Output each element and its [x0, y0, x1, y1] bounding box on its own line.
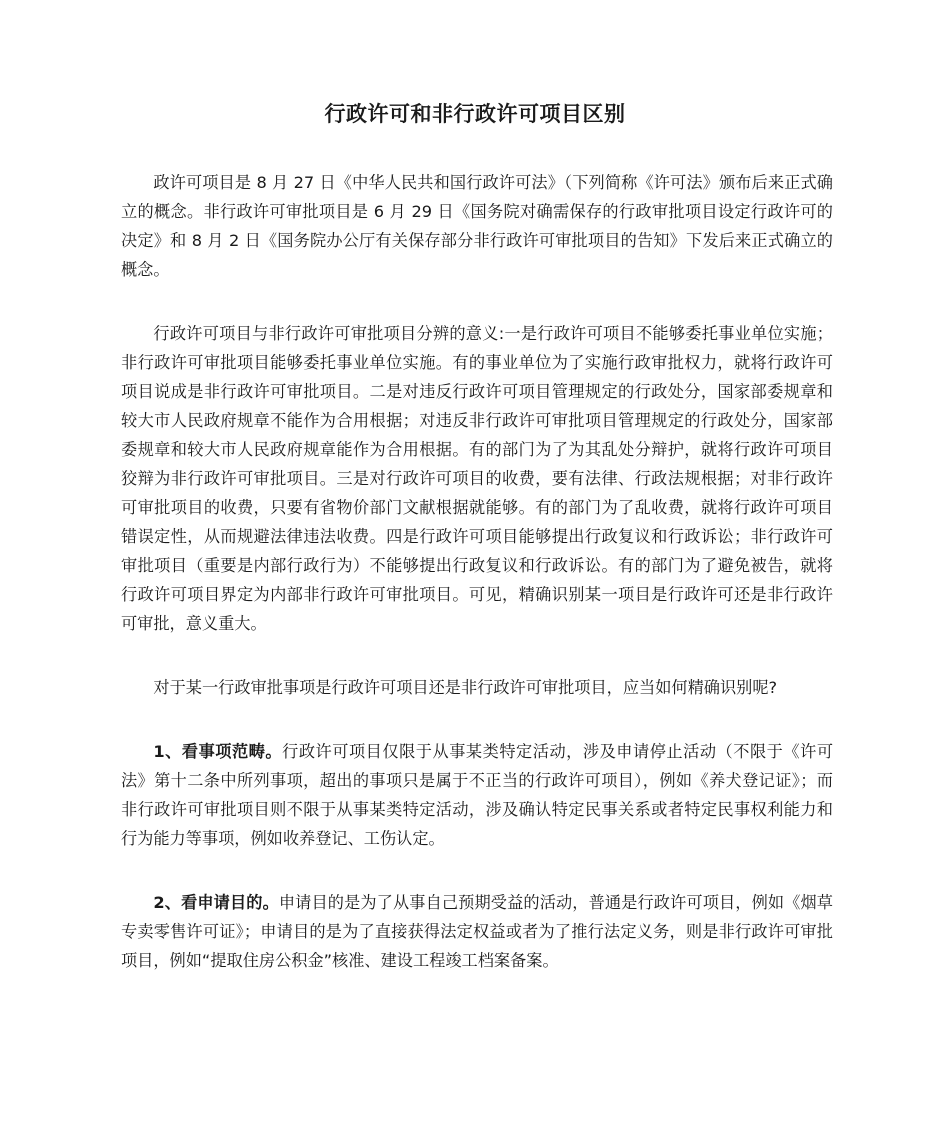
document-title: 行政许可和非行政许可项目区别	[324, 102, 626, 126]
paragraph-1-text: 政许可项目是 8 月 27 日《中华人民共和国行政许可法》（下列简称《许可法》颁布后来正式确立的概念。非行政许可审批项目是 6 月 29 日《国务院对确需保存的行政审批项目设定行政许可的决定》和 8 月 2 日《国务院办公厅有关保存部分非行政许可审批项目的告知》下发后来正式确立的概念。	[121, 173, 833, 279]
paragraph-1	[121, 168, 833, 284]
paragraph-5	[121, 888, 833, 975]
paragraph-3-text: 对于某一行政审批事项是行政许可项目还是非行政许可审批项目，应当如何精确识别呢?	[153, 678, 778, 697]
paragraph-2	[121, 319, 833, 638]
paragraph-4	[121, 737, 833, 853]
paragraph-3	[121, 673, 833, 702]
paragraph-2-text: 行政许可项目与非行政许可审批项目分辨的意义:一是行政许可项目不能够委托事业单位实施；非行政许可审批项目能够委托事业单位实施。有的事业单位为了实施行政审批权力，就将行政许可项目说成是非行政许可审批项目。二是对违反行政许可项目管理规定的行政处分，国家部委规章和较大市人民政府规章不能作为合用根据；对违反非行政许可审批项目管理规定的行政处分，国家部委规章和较大市人民政府规章能作为合用根据。有的部门为了为其乱处分辩护，就将行政许可项目狡辩为非行政许可审批项目。三是对行政许可项目的收费，要有法律、行政法规根据；对非行政许可审批项目的收费，只要有省物价部门文献根据就能够。有的部门为了乱收费，就将行政许可项目错误定性，从而规避法律违法收费。四是行政许可项目能够提出行政复议和行政诉讼；非行政许可审批项目（重要是内部行政行为）不能够提出行政复议和行政诉讼。有的部门为了避免被告，就将行政许可项目界定为内部非行政许可审批项目。可见，精确识别某一项目是行政许可还是非行政许可审批，意义重大。	[121, 324, 833, 633]
paragraph-4-text: 行政许可项目仅限于从事某类特定活动，涉及申请停止活动（不限于《许可法》第十二条中所列事项，超出的事项只是属于不正当的行政许可项目），例如《养犬登记证》；而非行政许可审批项目则不限于从事某类特定活动，涉及确认特定民事关系或者特定民事权利能力和行为能力等事项，例如收养登记、工伤认定。	[121, 742, 834, 848]
paragraph-5-text: 申请目的是为了从事自己预期受益的活动，普通是行政许可项目，例如《烟草专卖零售许可证》；申请目的是为了直接获得法定权益或者为了推行法定义务，则是非行政许可审批项目，例如“提取住房公积金”核准、建设工程竣工档案备案。	[121, 893, 833, 970]
document-body	[121, 168, 833, 1010]
paragraph-5-lead: 2、看申请目的。	[153, 893, 279, 912]
paragraph-4-lead: 1、看事项范畴。	[153, 742, 283, 761]
